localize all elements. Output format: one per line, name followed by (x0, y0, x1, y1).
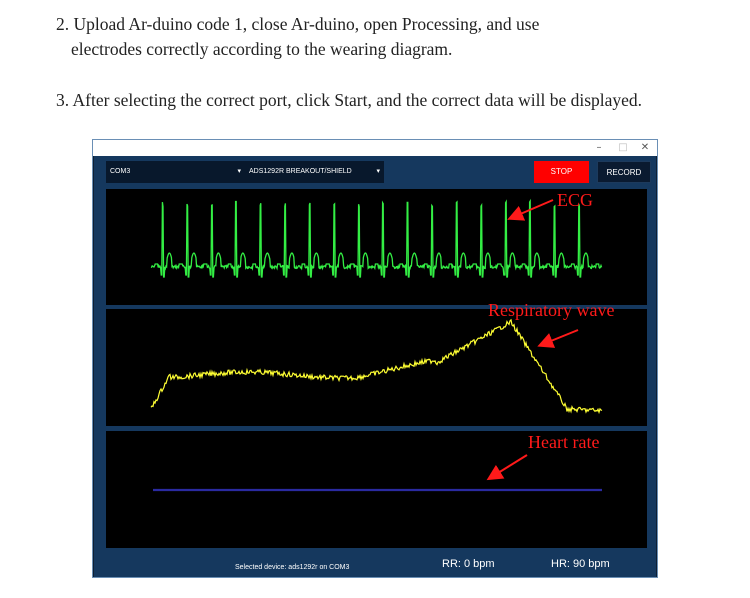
hr-value: HR: 90 bpm (551, 558, 610, 570)
minimize-button[interactable]: – (596, 142, 602, 153)
arrow-icon (541, 330, 578, 345)
port-select-value: COM3 (110, 168, 131, 175)
respiratory-annotation: Respiratory wave (488, 300, 615, 320)
selected-device-label: Selected device: ads1292r on COM3 (235, 564, 350, 571)
instruction-step-2-continued: electrodes correctly according to the wearing diagram. (71, 39, 453, 59)
close-button[interactable]: ✕ (640, 142, 650, 153)
instruction-step-3: 3. After selecting the correct port, click Start, and the correct data will be displayed. (56, 90, 643, 110)
ecg-annotation: ECG (557, 190, 593, 210)
instruction-step-2: 2. Upload Ar-duino code 1, close Ar-duino, open Processing, and use (56, 14, 540, 34)
device-select-value: ADS1292R BREAKOUT/SHIELD (249, 168, 352, 175)
record-button[interactable]: RECORD (597, 161, 651, 183)
chevron-down-icon: ▾ (376, 168, 380, 175)
maximize-button[interactable]: □ (618, 142, 628, 153)
chevron-down-icon: ▾ (237, 168, 241, 175)
heart-rate-annotation: Heart rate (528, 432, 600, 452)
arrow-icon (490, 455, 527, 478)
stop-button[interactable]: STOP (534, 161, 589, 183)
arrow-icon (511, 200, 553, 218)
rr-value: RR: 0 bpm (442, 558, 495, 570)
